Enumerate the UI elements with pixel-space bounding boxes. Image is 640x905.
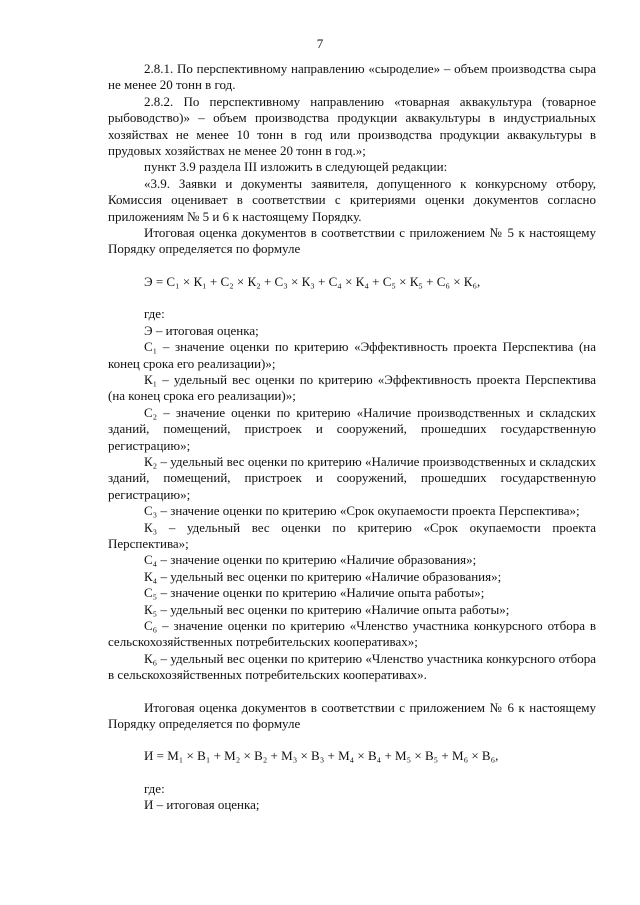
definition-k3: К₃ – удельный вес оценки по критерию «Срок окупаемости проекта Перспектива»; — [108, 519, 596, 551]
document-body — [108, 61, 596, 814]
definition-k2: К₂ – удельный вес оценки по критерию «Наличие производственных и складских зданий, помещений, пристроек и сооружений, прошедших государственную регистрацию»; — [108, 453, 596, 502]
formula-i: И = М₁ × В₁ + М₂ × В₂ + М₃ × В₃ + М₄ × В₄ + М₅ × В₅ + М₆ × В₆, — [144, 748, 499, 764]
definition-c2: С₂ – значение оценки по критерию «Наличие производственных и складских зданий, помещений, пристроек и сооружений, прошедших государственную регистрацию»; — [108, 404, 596, 453]
paragraph-3-9: «3.9. Заявки и документы заявителя, допущенного к конкурсному отбору, Комиссия оценивает в соответствии с критериями оценки документов согласно приложениям № 5 и 6 к настоящему Порядку. — [108, 175, 596, 224]
definition-e: Э – итоговая оценка; — [144, 322, 259, 338]
definition-c6: С₆ – значение оценки по критерию «Членство участника конкурсного отбора в сельскохозяйственных потребительских кооперативах»; — [108, 618, 596, 650]
formula-e: Э = С₁ × К₁ + С₂ × К₂ + С₃ × К₃ + С₄ × К₄ + С₅ × К₅ + С₆ × К₆, — [144, 273, 481, 289]
where-label-2: где: — [144, 780, 165, 796]
paragraph-formula-intro-2: Итоговая оценка документов в соответствии с приложением № 6 к настоящему Порядку определяется по формуле — [108, 699, 596, 732]
definition-k6: К₆ – удельный вес оценки по критерию «Членство участника конкурсного отбора в сельскохозяйственных потребительских кооперативах». — [108, 650, 596, 683]
where-label-1: где: — [144, 306, 165, 322]
definition-c5: С₅ – значение оценки по критерию «Наличие опыта работы»; — [144, 585, 485, 601]
definition-k4: К₄ – удельный вес оценки по критерию «Наличие образования»; — [144, 568, 502, 584]
definition-k1: К₁ – удельный вес оценки по критерию «Эффективность проекта Перспектива (на конец срока его реализации)»; — [108, 371, 596, 404]
paragraph-2-8-1: 2.8.1. По перспективному направлению «сыроделие» – объем производства сыра не менее 20 тонн в год. — [108, 61, 596, 93]
definition-c4: С₄ – значение оценки по критерию «Наличие образования»; — [144, 552, 477, 568]
paragraph-amendment-intro: пункт 3.9 раздела III изложить в следующей редакции: — [144, 159, 448, 175]
paragraph-formula-intro-1: Итоговая оценка документов в соответствии с приложением № 5 к настоящему Порядку определяется по формуле — [108, 225, 596, 257]
definition-c3: С₃ – значение оценки по критерию «Срок окупаемости проекта Перспектива»; — [144, 503, 580, 519]
definition-i: И – итоговая оценка; — [144, 797, 260, 813]
paragraph-2-8-2: 2.8.2. По перспективному направлению «товарная аквакультура (товарное рыбоводство)» – объем производства продукции аквакультуры в индустриальных хозяйствах не менее 10 тонн в год или производства продукции аквакультуры в прудовых хозяйствах не менее 20 тонн в год.»; — [108, 93, 596, 159]
definition-k5: К₅ – удельный вес оценки по критерию «Наличие опыта работы»; — [144, 601, 510, 617]
page-number: 7 — [316, 36, 324, 51]
definition-c1: С₁ – значение оценки по критерию «Эффективность проекта Перспектива (на конец срока его реализации)»; — [108, 339, 596, 371]
